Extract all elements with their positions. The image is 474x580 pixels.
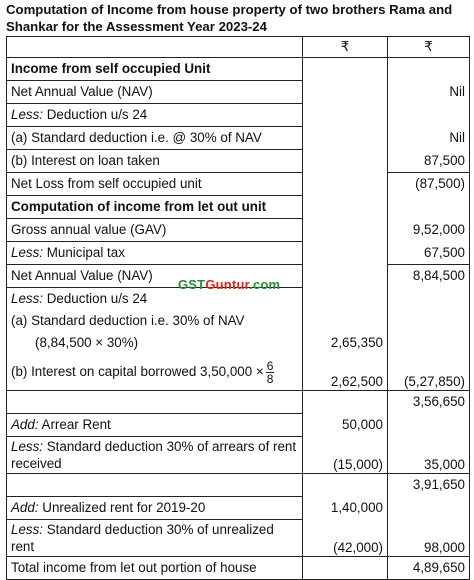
amount-cell bbox=[388, 310, 470, 332]
amount-cell: (42,000) bbox=[303, 520, 388, 557]
amount-cell bbox=[303, 242, 388, 265]
row-label bbox=[7, 414, 303, 437]
table-row bbox=[7, 497, 470, 520]
amount-cell bbox=[303, 196, 388, 219]
label-prefix: Add: bbox=[11, 500, 39, 515]
row-label bbox=[7, 520, 303, 557]
amount-cell bbox=[303, 150, 388, 173]
amount-cell: 8,84,500 bbox=[388, 265, 470, 288]
row-label: (a) Standard deduction i.e. 30% of NAV bbox=[7, 310, 303, 332]
row-label bbox=[7, 437, 303, 474]
amount-cell: 87,500 bbox=[388, 150, 470, 173]
label-prefix: Less: bbox=[11, 522, 44, 537]
amount-cell: 1,40,000 bbox=[303, 497, 388, 520]
table-row bbox=[7, 242, 470, 265]
label-text: Municipal tax bbox=[43, 245, 125, 260]
amount-cell bbox=[303, 104, 388, 127]
section-heading: Computation of income from let out unit bbox=[7, 196, 303, 219]
amount-cell bbox=[303, 127, 388, 150]
amount-cell: (87,500) bbox=[388, 173, 470, 196]
section-heading: Income from self occupied Unit bbox=[7, 58, 303, 81]
table-row bbox=[7, 520, 470, 557]
table-row bbox=[7, 414, 470, 437]
row-label bbox=[7, 242, 303, 265]
amount-cell bbox=[388, 288, 470, 311]
table-row bbox=[7, 104, 470, 127]
amount-cell bbox=[303, 58, 388, 81]
fraction bbox=[266, 360, 275, 385]
label-text: Standard deduction 30% of unrealized rent bbox=[11, 522, 274, 554]
amount-cell bbox=[388, 497, 470, 520]
gstguntur-watermark bbox=[178, 277, 280, 292]
amount-cell bbox=[388, 58, 470, 81]
amount-cell: 2,62,500 bbox=[303, 354, 388, 391]
label-text: (b) Interest on capital borrowed 3,50,000 × bbox=[11, 363, 264, 379]
table-row bbox=[7, 557, 470, 580]
amount-cell: 98,000 bbox=[388, 520, 470, 557]
watermark-part-guntur: Guntur bbox=[205, 277, 250, 292]
amount-cell bbox=[303, 265, 388, 288]
row-label bbox=[7, 354, 303, 391]
table-row bbox=[7, 437, 470, 474]
amount-cell bbox=[303, 474, 388, 497]
amount-cell bbox=[303, 557, 388, 580]
amount-cell: 2,65,350 bbox=[303, 332, 388, 354]
amount-cell bbox=[303, 391, 388, 414]
table-row bbox=[7, 474, 470, 497]
label-prefix: Less: bbox=[11, 291, 44, 306]
label-text: Standard deduction 30% of arrears of rent received bbox=[11, 439, 297, 471]
table-row bbox=[7, 219, 470, 242]
amount-cell: 4,89,650 bbox=[388, 557, 470, 580]
row-label: Net Loss from self occupied unit bbox=[7, 173, 303, 196]
table-row bbox=[7, 391, 470, 414]
amount-cell: (15,000) bbox=[303, 437, 388, 474]
row-label: (a) Standard deduction i.e. @ 30% of NAV bbox=[7, 127, 303, 150]
label-text: Deduction u/s 24 bbox=[43, 291, 148, 306]
row-label bbox=[7, 104, 303, 127]
label-prefix: Less: bbox=[11, 439, 44, 454]
label-text: Arrear Rent bbox=[38, 417, 111, 432]
page-title: Computation of Income from house property of two brothers Rama and Shankar for the Assessment Year 2023-24 bbox=[6, 2, 453, 34]
row-label: Gross annual value (GAV) bbox=[7, 219, 303, 242]
amount-cell bbox=[303, 173, 388, 196]
amount-cell: 9,52,000 bbox=[388, 219, 470, 242]
amount-cell bbox=[303, 288, 388, 311]
amount-cell: 3,91,650 bbox=[388, 474, 470, 497]
row-label bbox=[7, 474, 303, 497]
amount-cell: Nil bbox=[388, 81, 470, 104]
row-label: Net Annual Value (NAV) bbox=[7, 265, 303, 288]
table-row bbox=[7, 150, 470, 173]
row-label: (b) Interest on loan taken bbox=[7, 150, 303, 173]
row-label bbox=[7, 497, 303, 520]
header-row bbox=[7, 37, 470, 58]
watermark-part-gst: GST bbox=[178, 277, 206, 292]
row-label: Net Annual Value (NAV) bbox=[7, 81, 303, 104]
header-cell-rupee-2: ₹ bbox=[388, 37, 470, 58]
amount-cell: 67,500 bbox=[388, 242, 470, 265]
label-text: Deduction u/s 24 bbox=[43, 107, 148, 122]
row-label: Total income from let out portion of house bbox=[7, 557, 303, 580]
header-cell-rupee-1: ₹ bbox=[303, 37, 388, 58]
table-row bbox=[7, 310, 470, 332]
amount-cell bbox=[388, 104, 470, 127]
label-prefix: Add: bbox=[11, 417, 39, 432]
table-row bbox=[7, 332, 470, 354]
amount-cell: 3,56,650 bbox=[388, 391, 470, 414]
label-prefix: Less: bbox=[11, 107, 44, 122]
amount-cell bbox=[388, 196, 470, 219]
label-prefix: Less: bbox=[11, 245, 44, 260]
amount-cell bbox=[303, 219, 388, 242]
watermark-part-domain: .com bbox=[249, 277, 281, 292]
table-row bbox=[7, 58, 470, 81]
table-row bbox=[7, 127, 470, 150]
fraction-denominator: 8 bbox=[266, 371, 274, 386]
amount-cell bbox=[303, 81, 388, 104]
amount-cell: (5,27,850) bbox=[388, 354, 470, 391]
row-label: (8,84,500 × 30%) bbox=[7, 332, 303, 354]
fraction-numerator: 6 bbox=[266, 358, 274, 373]
amount-cell: 35,000 bbox=[388, 437, 470, 474]
income-computation-table bbox=[6, 36, 470, 580]
row-label bbox=[7, 391, 303, 414]
amount-cell bbox=[303, 310, 388, 332]
label-text: Unrealized rent for 2019-20 bbox=[38, 500, 206, 515]
amount-cell: Nil bbox=[388, 127, 470, 150]
table-row bbox=[7, 81, 470, 104]
table-row bbox=[7, 354, 470, 391]
table-row bbox=[7, 196, 470, 219]
table-row bbox=[7, 173, 470, 196]
amount-cell bbox=[388, 332, 470, 354]
amount-cell bbox=[388, 414, 470, 437]
amount-cell: 50,000 bbox=[303, 414, 388, 437]
header-cell-particulars bbox=[7, 37, 303, 58]
